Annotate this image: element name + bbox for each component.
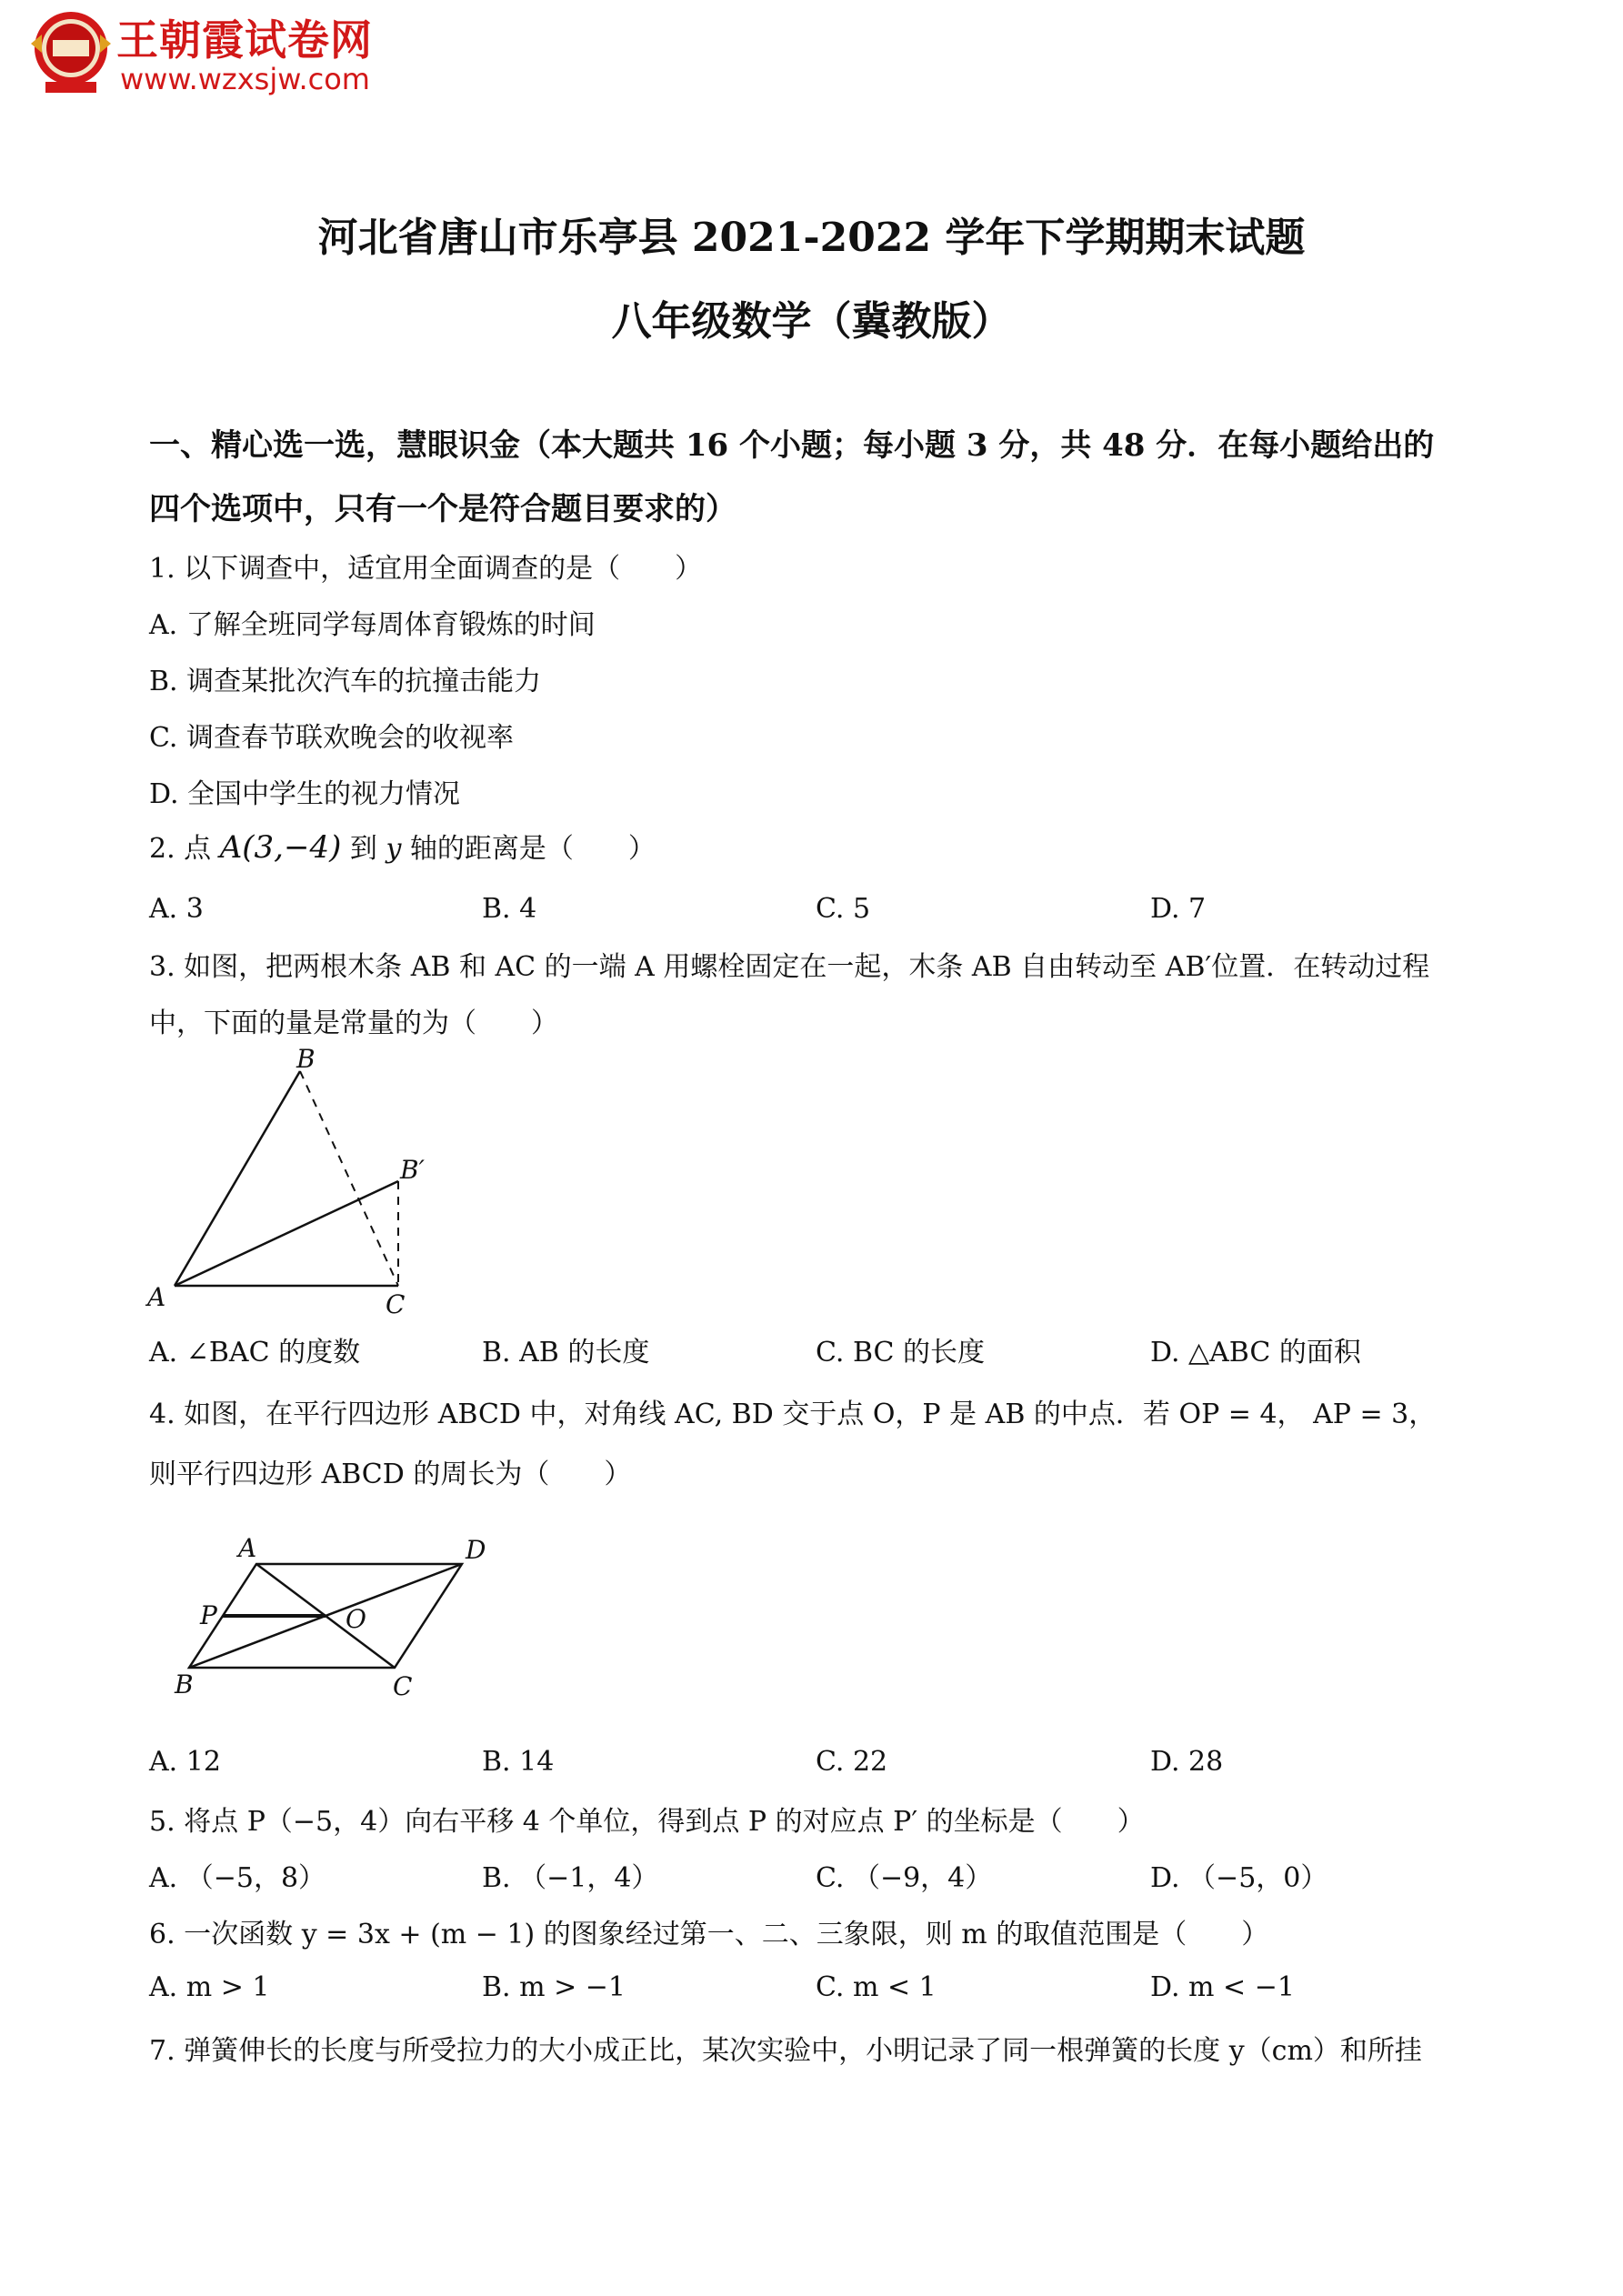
- q5-option-a: A. （−5，8）: [149, 1862, 326, 1894]
- site-name: 王朝霞试卷网: [116, 15, 373, 65]
- seal-badge-icon: [25, 7, 116, 98]
- q1-option-d: D. 全国中学生的视力情况: [149, 778, 461, 810]
- q2-stem-pre: 2. 点: [149, 833, 220, 865]
- q6-option-d: D. m < −1: [1150, 1971, 1295, 2003]
- q4-option-c: C. 22: [816, 1746, 888, 1778]
- q5-option-b: B. （−1，4）: [482, 1862, 659, 1894]
- q4-label-c: C: [393, 1671, 413, 1701]
- q4-label-b: B: [175, 1669, 194, 1699]
- q3-segment-ab: [175, 1071, 300, 1286]
- q4-option-d: D. 28: [1150, 1746, 1224, 1778]
- q2-stem: [149, 826, 656, 866]
- q2-option-c: C. 5: [816, 893, 871, 925]
- q6-stem: 6. 一次函数 y = 3x + (m − 1) 的图象经过第一、二、三象限，则 m 的取值范围是（ ）: [149, 1919, 1269, 1950]
- q3-option-a: A. ∠BAC 的度数: [149, 1337, 361, 1369]
- section-heading-line2: 四个选项中，只有一个是符合题目要求的）: [149, 491, 736, 527]
- exam-title: 河北省唐山市乐亭县 2021-2022 学年下学期期末试题: [317, 215, 1306, 261]
- q1-option-c: C. 调查春节联欢晚会的收视率: [149, 722, 514, 754]
- q4-stem-line1: 4. 如图，在平行四边形 ABCD 中，对角线 AC, BD 交于点 O，P 是 AB 的中点．若 OP = 4， AP = 3，: [149, 1399, 1437, 1430]
- q2-option-b: B. 4: [482, 893, 537, 925]
- q3-dashed-bc: [300, 1071, 398, 1286]
- site-url: www.wzxsjw.com: [120, 62, 370, 96]
- q5-option-d: D. （−5，0）: [1150, 1862, 1328, 1894]
- q2-axis: y: [386, 833, 402, 865]
- q4-label-p: P: [200, 1600, 217, 1630]
- q6-option-c: C. m < 1: [816, 1971, 937, 2003]
- section-heading-line1: 一、精心选一选，慧眼识金（本大题共 16 个小题；每小题 3 分，共 48 分．在每小题给出的: [149, 427, 1435, 464]
- q4-option-b: B. 14: [482, 1746, 555, 1778]
- q5-stem: 5. 将点 P（−5，4）向右平移 4 个单位，得到点 P 的对应点 P′ 的坐标是（ ）: [149, 1806, 1145, 1838]
- q7-stem-line1: 7. 弹簧伸长的长度与所受拉力的大小成正比，某次实验中，小明记录了同一根弹簧的长度 y（cm）和所挂: [149, 2035, 1422, 2067]
- q3-stem-line1: 3. 如图，把两根木条 AB 和 AC 的一端 A 用螺栓固定在一起，木条 AB 自由转动至 AB′位置．在转动过程: [149, 951, 1430, 983]
- q4-label-d: D: [466, 1535, 486, 1565]
- q1-option-a: A. 了解全班同学每周体育锻炼的时间: [149, 609, 596, 641]
- q6-option-a: A. m > 1: [149, 1971, 270, 2003]
- q3-label-b: B: [296, 1046, 316, 1074]
- q3-option-b: B. AB 的长度: [482, 1337, 650, 1369]
- q4-label-a: A: [238, 1533, 257, 1563]
- q5-option-c: C. （−9，4）: [816, 1862, 993, 1894]
- q3-option-c: C. BC 的长度: [816, 1337, 986, 1369]
- q3-option-d: D. △ABC 的面积: [1150, 1337, 1361, 1369]
- q2-option-d: D. 7: [1150, 893, 1207, 925]
- q3-figure: [136, 1046, 482, 1318]
- q6-option-b: B. m > −1: [482, 1971, 626, 2003]
- q2-stem-mid: 到: [341, 833, 386, 865]
- q3-label-c: C: [386, 1289, 406, 1318]
- q4-stem-line2: 则平行四边形 ABCD 的周长为（ ）: [149, 1459, 632, 1490]
- q2-point: A(3,−4): [219, 829, 342, 866]
- q3-stem-line2: 中，下面的量是常量的为（ ）: [149, 1008, 558, 1039]
- q4-option-a: A. 12: [149, 1746, 221, 1778]
- q2-option-a: A. 3: [149, 893, 204, 925]
- q2-stem-post: 轴的距离是（ ）: [401, 833, 656, 865]
- q4-figure: [173, 1528, 518, 1709]
- q1-option-b: B. 调查某批次汽车的抗撞击能力: [149, 666, 542, 697]
- exam-subtitle: 八年级数学（冀教版）: [611, 298, 1012, 345]
- q3-label-bprime: B′: [400, 1155, 425, 1185]
- q1-stem: 1. 以下调查中，适宜用全面调查的是（ ）: [149, 553, 703, 585]
- q3-segment-abp: [175, 1181, 398, 1286]
- q3-label-a: A: [147, 1282, 166, 1312]
- q4-label-o: O: [346, 1604, 366, 1634]
